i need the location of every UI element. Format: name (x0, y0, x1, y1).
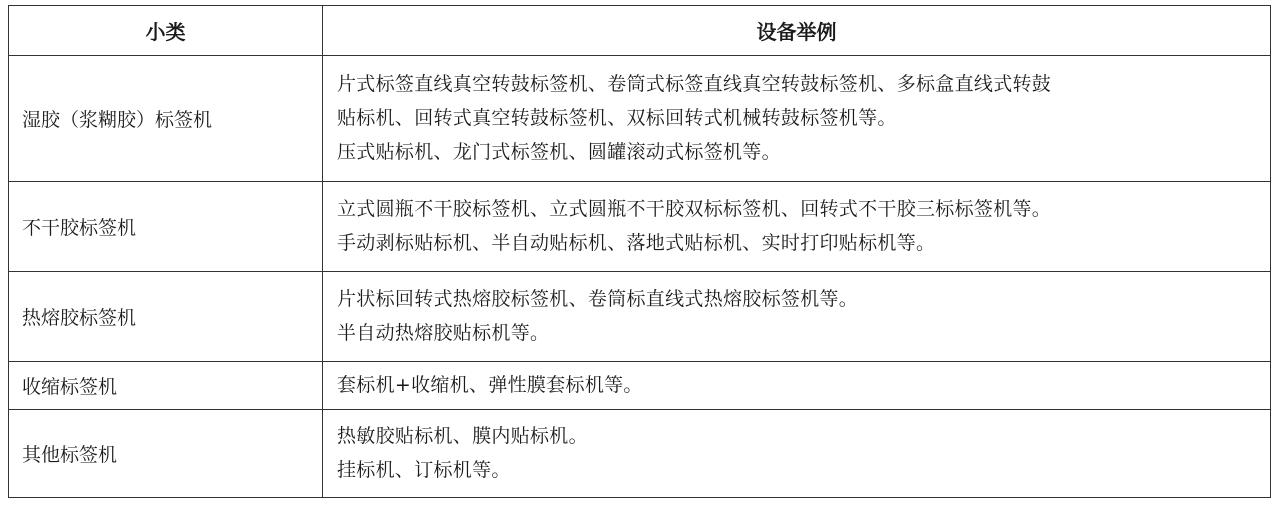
examples-cell (323, 272, 1271, 362)
example-line: 手动剥标贴标机、半自动贴标机、落地式贴标机、实时打印贴标机等。 (337, 231, 936, 254)
example-line: 套标机+收缩机、弹性膜套标机等。 (337, 373, 643, 396)
category-cell: 其他标签机 (9, 410, 323, 498)
table-row (9, 182, 1271, 272)
category-cell: 湿胶（浆糊胶）标签机 (9, 56, 323, 182)
examples-cell (323, 362, 1271, 410)
table-row (9, 272, 1271, 362)
example-line: 热敏胶贴标机、膜内贴标机。 (337, 424, 588, 447)
example-line: 挂标机、订标机等。 (337, 458, 511, 481)
example-line: 贴标机、回转式真空转鼓标签机、双标回转式机械转鼓标签机等。 (337, 106, 897, 129)
category-cell: 收缩标签机 (9, 362, 323, 410)
header-category: 小类 (9, 6, 323, 56)
example-line: 片状标回转式热熔胶标签机、卷筒标直线式热熔胶标签机等。 (337, 287, 859, 310)
category-cell: 不干胶标签机 (9, 182, 323, 272)
table-row (9, 362, 1271, 410)
category-cell: 热熔胶标签机 (9, 272, 323, 362)
labeling-machine-table (8, 5, 1271, 498)
table-row (9, 56, 1271, 182)
header-examples: 设备举例 (323, 6, 1271, 56)
table-row (9, 410, 1271, 498)
examples-cell (323, 182, 1271, 272)
example-line: 半自动热熔胶贴标机等。 (337, 321, 550, 344)
header-row (9, 6, 1271, 56)
example-line: 立式圆瓶不干胶标签机、立式圆瓶不干胶双标标签机、回转式不干胶三标标签机等。 (337, 197, 1052, 220)
examples-cell (323, 410, 1271, 498)
example-line: 压式贴标机、龙门式标签机、圆罐滚动式标签机等。 (337, 140, 781, 163)
example-line: 片式标签直线真空转鼓标签机、卷筒式标签直线真空转鼓标签机、多标盒直线式转鼓 (337, 72, 1052, 95)
examples-cell (323, 56, 1271, 182)
